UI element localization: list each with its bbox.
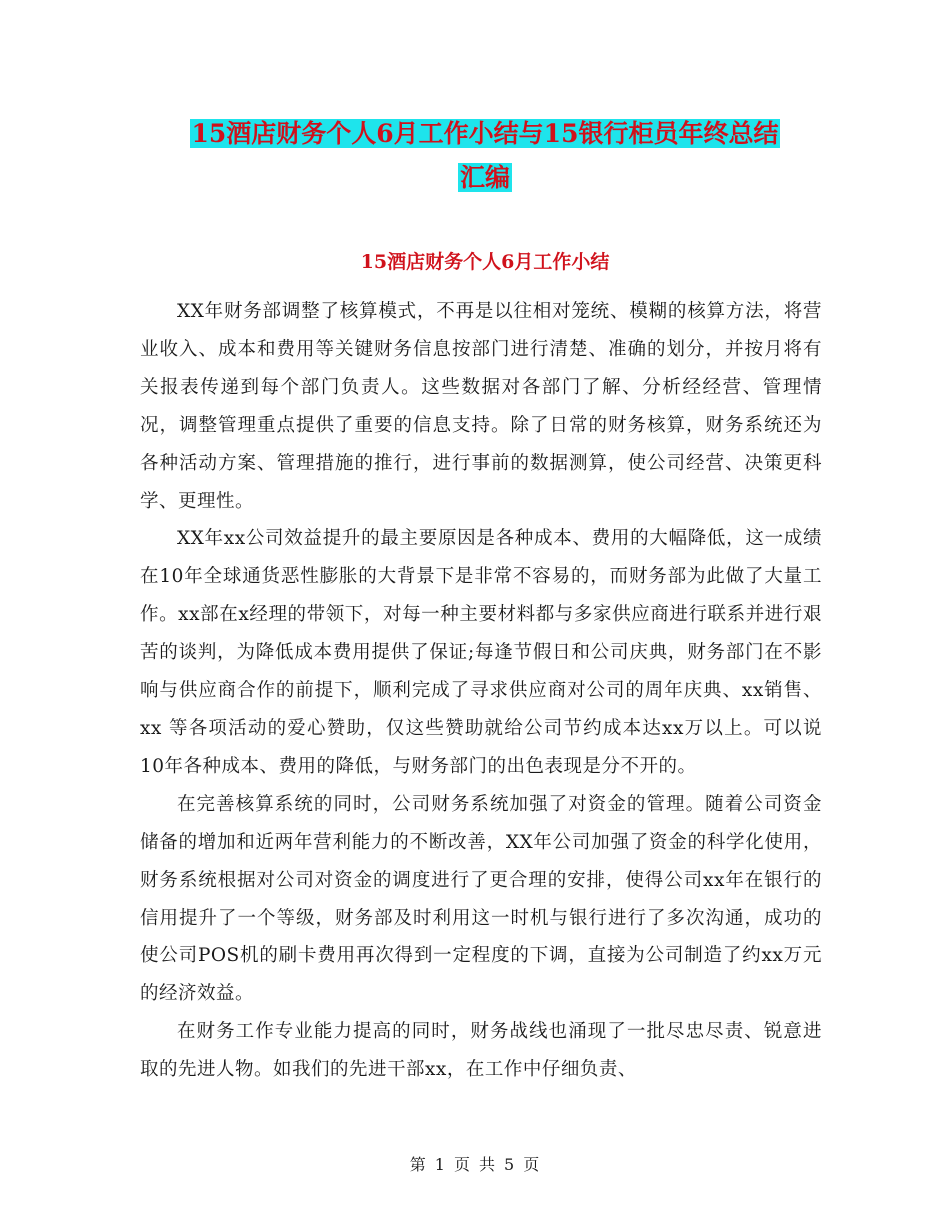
paragraph: XX年财务部调整了核算模式，不再是以往相对笼统、模糊的核算方法，将营业收入、成本和费用等关键财务信息按部门进行清楚、准确的划分，并按月将有关报表传递到每个部门负责人。这些数据对各部门了解、分析经经营、管理情况，调整管理重点提供了重要的信息支持。除了日常的财务核算，财务系统还为各种活动方案、管理措施的推行，进行事前的数据测算，使公司经营、决策更科学、更理性。: [140, 301, 822, 512]
page-number-total: 5: [504, 1155, 516, 1174]
document-title-line2: 汇编: [459, 163, 510, 192]
paragraph: 在财务工作专业能力提高的同时，财务战线也涌现了一批尽忠尽责、锐意进取的先进人物。如我们的先进干部xx，在工作中仔细负责、: [140, 1021, 822, 1081]
section-title: 15酒店财务个人6月工作小结: [360, 251, 610, 273]
paragraph: XX年xx公司效益提升的最主要原因是各种成本、费用的大幅降低，这一成绩在10年全球通货恶性膨胀的大背景下是非常不容易的，而财务部为此做了大量工作。xx部在x经理的带领下，对每一种主要材料都与多家供应商进行联系并进行艰苦的谈判，为降低成本费用提供了保证;每逢节假日和公司庆典，财务部门在不影响与供应商合作的前提下，顺利完成了寻求供应商对公司的周年庆典、xx销售、xx 等各项活动的爱心赞助，仅这些赞助就给公司节约成本达xx万以上。可以说10年各种成本、费用的降低，与财务部门的出色表现是分不开的。: [140, 528, 822, 777]
page-number-current: 1: [434, 1155, 446, 1174]
page-number-word: 页: [453, 1155, 471, 1174]
page-footer: [0, 1152, 950, 1175]
page-number-prefix: 第: [409, 1155, 427, 1174]
document-title: [140, 112, 830, 200]
document-body: [140, 293, 822, 1089]
document-title-line1: 15酒店财务个人6月工作小结与15银行柜员年终总结: [191, 119, 779, 148]
paragraph: 在完善核算系统的同时，公司财务系统加强了对资金的管理。随着公司资金储备的增加和近两年营利能力的不断改善，XX年公司加强了资金的科学化使用，财务系统根据对公司对资金的调度进行了更合理的安排，使得公司xx年在银行的信用提升了一个等级，财务部及时利用这一时机与银行进行了多次沟通，成功的使公司POS机的刷卡费用再次得到一定程度的下调，直接为公司制造了约xx万元的经济效益。: [140, 793, 822, 1005]
page-number-suffix: 页: [523, 1155, 541, 1174]
page-total-word: 共: [479, 1155, 497, 1174]
